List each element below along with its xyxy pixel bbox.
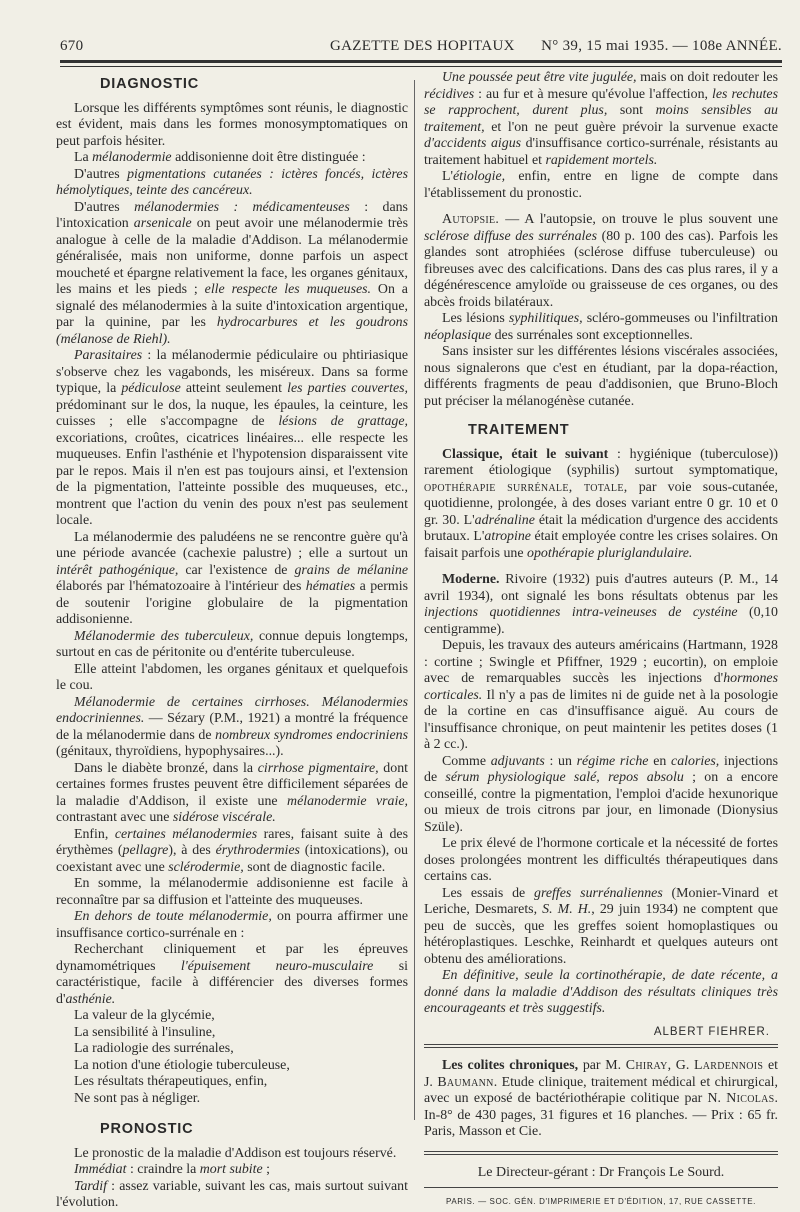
page-header: [60, 34, 782, 60]
paragraph: En définitive, seule la cortinothérapie, de date récente, a donné dans la maladie d'Addison des résultats cliniques très encourageants et très suggestifs.: [424, 968, 778, 1016]
paragraph: Les lésions syphilitiques, scléro-gommeuses ou l'infiltration néoplasique des surrénales sont exceptionnelles.: [424, 311, 778, 343]
printer-imprint: PARIS. — SOC. GÉN. D'IMPRIMERIE ET D'ÉDITION, 17, RUE CASSETTE.: [446, 1197, 756, 1206]
paragraph: Classique, était le suivant : hygiénique (tuberculose)) rarement étiologique (syphilis) surtout symptomatique, opothérapie surrénale, totale, par voie sous-cutanée, quotidienne, prolongée, à des doses variant entre 0 gr. 10 et 0 gr. 30. L'adrénaline était la médication d'urgence des accidents brutaux. L'atropine était employée contre les crises solaires. On faisait parfois une opothérapie pluriglandulaire.: [424, 446, 779, 561]
paragraph: Autopsie. — A l'autopsie, on trouve le plus souvent une sclérose diffuse des surrénales (80 p. 100 des cas). Parfois les glandes sont atrophiées (sclérose diffuse tuberculeuse) ou fibreuses avec des calcifications. Dans des cas plus rares, il y a dégénérescence amyloïde ou graisseuse de ces organes, ou des abcès froids bilatéraux.: [424, 212, 779, 310]
paragraph: D'autres pigmentations cutanées : ictères foncés, ictères hémolytiques, teinte des cancéreux.: [56, 166, 408, 198]
list-item: La sensibilité à l'insuline,: [74, 1024, 216, 1040]
paragraph: Parasitaires : la mélanodermie pédiculaire ou phtiriasique s'observe chez les vagabonds, les miséreux. Dans sa forme typique, la pédiculose atteint seulement les parties couvertes, prédominant sur le dos, la nuque, les épaules, la ceinture, les cuisses ; elle s'accompagne de lésions de grattage, excoriations, croûtes, cicatrices linéaires... elle respecte les muqueuses. Enfin l'asthénie et l'hypotension disparaissent vite par le repos. Mais il n'en est pas toujours ainsi, et l'extension de la pigmentation, l'atteinte possible des muqueuses, etc., montrent que l'action du venin des poux n'est pas seulement locale.: [56, 348, 408, 528]
paragraph: En somme, la mélanodermie addisonienne est facile à reconnaître par sa diffusion et l'atteinte des muqueuses.: [56, 876, 408, 908]
paragraph: Mélanodermie de certaines cirrhoses. Mélanodermies endocriniennes. — Sézary (P.M., 1921) a montré la fréquence de la mélanodermie dans de nombreux syndromes endocriniens (génitaux, thyroïdiens, hypophysaires...).: [56, 694, 408, 759]
paragraph: La mélanodermie des paludéens ne se rencontre guère qu'à une période avancée (cachexie palustre) ; elle a surtout un intérêt pathogénique, car l'existence de grains de mélanine élaborés par l'hématozoaire à l'intérieur des hématies a permis de soutenir l'origine globulaire de la pigmentation addisonienne.: [56, 529, 408, 627]
paragraph: Les essais de greffes surrénaliennes (Monier-Vinard et Leriche, Desmarets, S. M. H., 29 juin 1934) ne comptent que peu de succès, que les greffes soient homoplastiques ou hétéroplastiques. Leschke, Reinhardt et quelques auteurs ont obtenu des améliorations.: [424, 885, 779, 967]
section-title-traitement: TRAITEMENT: [468, 422, 570, 438]
header-rule-thick: [60, 60, 782, 63]
paragraph: Elle atteint l'abdomen, les organes génitaux et quelquefois le cou.: [56, 661, 408, 693]
paragraph: Comme adjuvants : un régime riche en calories, injections de sérum physiologique salé, repos absolu ; on a encore conseillé, contre la pigmentation, l'emploi d'acide hexunorique ou mieux de trois citrons par jour, en limonade (Dionysius Szüle).: [424, 753, 778, 835]
book-review: Les colites chroniques, par M. Chiray, G. Lardennois et J. Baumann. Etude clinique, traitement médical et chirurgical, avec un exposé de bactériothérapie colitique par N. Nicolas. In-8° de 430 pages, 31 figures et 16 planches. — Prix : 65 fr. Paris, Masson et Cie.: [424, 1058, 778, 1139]
journal-title: GAZETTE DES HOPITAUX: [330, 38, 515, 54]
list-item: La notion d'une étiologie tuberculeuse,: [74, 1057, 290, 1073]
list-item: Ne sont pas à négliger.: [74, 1090, 201, 1106]
paragraph: Enfin, certaines mélanodermies rares, faisant suite à des érythèmes (pellagre), à des érythrodermies (intoxications), ou coexistant avec une sclérodermie, sont de diagnostic facile.: [56, 826, 409, 875]
paragraph: Dans le diabète bronzé, dans la cirrhose pigmentaire, dont certaines formes frustes peuvent être difficilement séparées de la maladie d'Addison, il existe une mélanodermie vraie, contrastant avec une sidérose viscérale.: [56, 760, 409, 825]
list-item: La radiologie des surrénales,: [74, 1041, 234, 1056]
section-title-pronostic: PRONOSTIC: [100, 1121, 194, 1137]
spacer: [424, 202, 778, 212]
paragraph: Lorsque les différents symptômes sont réunis, le diagnostic est évident, mais dans les formes monosymptomatiques on peut parfois hésiter.: [56, 100, 408, 149]
header-rule-thin: [60, 66, 782, 67]
page-number: 670: [60, 38, 84, 54]
author-signature: ALBERT FIEHRER.: [653, 1025, 770, 1038]
column-divider: [414, 80, 415, 1120]
issue-info: N° 39, 15 mai 1935. — 108e ANNÉE.: [541, 38, 782, 54]
footer-rule: [424, 1187, 778, 1188]
list-item: Les résultats thérapeutiques, enfin,: [74, 1074, 268, 1089]
paragraph: Immédiat : craindre la mort subite ;: [74, 1162, 270, 1177]
paragraph: Tardif : assez variable, suivant les cas, mais surtout suivant l'évolution.: [56, 1178, 408, 1210]
director-line: Le Directeur-gérant : Dr François Le Sourd.: [477, 1164, 725, 1180]
paragraph: La mélanodermie addisonienne doit être distinguée :: [74, 150, 366, 165]
paragraph: D'autres mélanodermies : médicamenteuses : dans l'intoxication arsenicale on peut avoir une mélanodermie très analogue à celle de la maladie d'Addison. La mélanodermie généralisée, mais non uniforme, donne parfois un aspect moucheté et épargne relativement la face, les organes génitaux, les mains et les pieds ; elle respecte les muqueuses. On a signalé des mélanodermies à la suite d'intoxication argentique, par la quinine, par les hydrocarbures et les goudrons (mélanose de Riehl).: [56, 199, 408, 347]
paragraph: Le prix élevé de l'hormone corticale et la nécessité de fortes doses prolongées montrent les difficultés thérapeutiques dans certains cas.: [424, 836, 778, 884]
paragraph: Une poussée peut être vite jugulée, mais on doit redouter les récidives : au fur et à mesure qu'évolue l'affection, les rechutes se rapprochent, durent plus, sont moins sensibles au traitement, et l'on ne peut guère prévoir la survenue exacte d'accidents aigus d'insuffisance cortico-surrénale, résistants au traitement habituel et rapidement mortels.: [424, 70, 779, 168]
left-column: [56, 70, 408, 1212]
paragraph: En dehors de toute mélanodermie, on pourra affirmer une insuffisance cortico-surrénale en :: [56, 909, 408, 941]
right-column: [424, 70, 778, 1211]
paragraph: Le pronostic de la maladie d'Addison est toujours réservé.: [74, 1145, 397, 1161]
paragraph: L'étiologie, enfin, entre en ligne de compte dans l'établissement du pronostic.: [424, 169, 778, 201]
list-item: La valeur de la glycémie,: [74, 1008, 215, 1023]
paragraph: Recherchant cliniquement et par les épreuves dynamométriques l'épuisement neuro-musculaire si caractéristique, facile à différencier des diverses formes d'asthénie.: [56, 942, 408, 1007]
paragraph: Moderne. Rivoire (1932) puis d'autres auteurs (P. M., 14 avril 1934), ont signalé les bons résultats obtenus par les injections quotidiennes intra-veineuses de cystéine (0,10 centigramme).: [424, 572, 778, 637]
section-rule: [424, 1151, 778, 1155]
paragraph: Depuis, les travaux des auteurs américains (Hartmann, 1928 : cortine ; Swingle et Pfiffner, 1929 ; eucortin), on emploie avec de remarquables succès les injections d'hormones corticales. Il n'y a pas de limites ni de guide net à la posologie de la cortine en cas d'insuffisance aiguë. Au cours de l'insuffisance chronique, on peut maintenir les petites doses (1 à 2 cc.).: [424, 638, 778, 752]
section-title-diagnostic: DIAGNOSTIC: [100, 76, 200, 92]
paragraph: Sans insister sur les différentes lésions viscérales associées, nous signalerons que c'est en étudiant, par la dopa-réaction, différents fragments de peau d'addisonien, que Bruno-Bloch put préciser la mélanogénèse cutanée.: [424, 344, 778, 409]
section-rule: [424, 1044, 778, 1048]
paragraph: Mélanodermie des tuberculeux, connue depuis longtemps, surtout en cas de péritonite ou d'entérite tuberculeuse.: [56, 628, 408, 660]
spacer: [424, 562, 778, 572]
